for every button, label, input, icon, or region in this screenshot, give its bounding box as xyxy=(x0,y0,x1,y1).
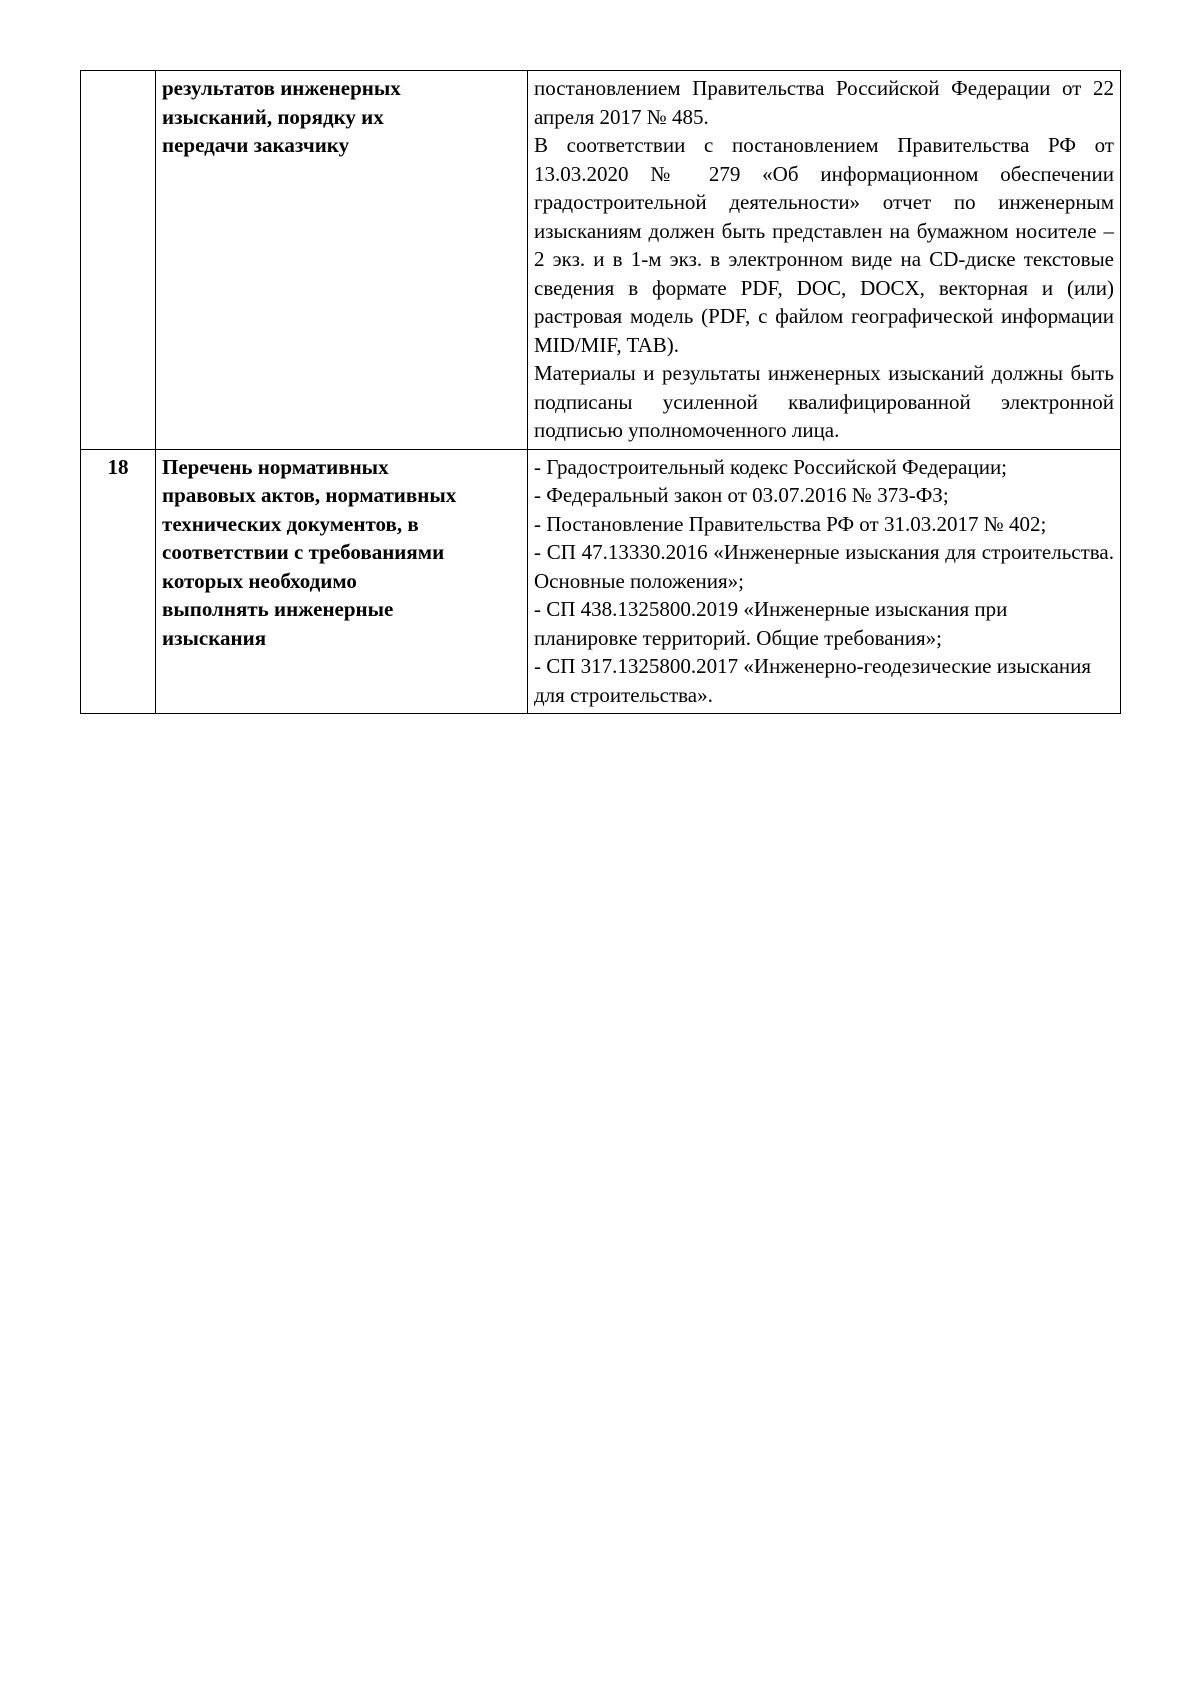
regulation-item: - СП 438.1325800.2019 «Инженерные изыскания при планировке территорий. Общие требования»; xyxy=(534,597,1008,650)
description-paragraph: постановлением Правительства Российской Федерации от 22 апреля 2017 № 485. xyxy=(534,76,1114,129)
row-title-line: Перечень нормативных xyxy=(162,454,389,479)
regulation-item: - СП 47.13330.2016 «Инженерные изыскания для строительства. Основные положения»; xyxy=(534,540,1114,593)
table-row xyxy=(81,71,1121,450)
regulation-item: - Градостроительный кодекс Российской Федерации; xyxy=(534,454,1008,479)
row-title xyxy=(156,71,528,450)
row-description xyxy=(528,71,1121,450)
row-description xyxy=(528,449,1121,714)
row-number: 18 xyxy=(81,449,156,714)
description-paragraph: В соответствии с постановлением Правительства РФ от 13.03.2020 № 279 «Об информационном обеспечении градостроительной деятельности» отчет по инженерным изысканиям должен быть представлен на бумажном носителе – 2 экз. и в 1-м экз. в электронном виде на CD-диске текстовые сведения в формате PDF, DOC, DOCX, векторная и (или) растровая модель (PDF, с файлом географической информации MID/MIF, TAB). xyxy=(534,133,1114,357)
row-title-line: результатов инженерных xyxy=(162,76,401,100)
row-title-line: изысканий, порядку их xyxy=(162,104,384,129)
row-title-line: технических документов, в xyxy=(162,511,419,536)
row-number xyxy=(81,71,156,450)
row-title-line: которых необходимо xyxy=(162,568,357,593)
regulation-item: - Постановление Правительства РФ от 31.03.2017 № 402; xyxy=(534,511,1047,536)
row-title-line: правовых актов, нормативных xyxy=(162,483,457,507)
row-title xyxy=(156,449,528,714)
requirements-table xyxy=(80,70,1121,714)
row-title-line: соответствии с требованиями xyxy=(162,540,445,564)
regulation-item: - Федеральный закон от 03.07.2016 № 373-ФЗ; xyxy=(534,483,949,507)
row-title-line: изыскания xyxy=(162,625,267,650)
table-row xyxy=(81,449,1121,714)
regulation-item: - СП 317.1325800.2017 «Инженерно-геодезические изыскания для строительства». xyxy=(534,654,1092,707)
row-title-line: передачи заказчику xyxy=(162,133,350,157)
row-title-line: выполнять инженерные xyxy=(162,597,394,621)
description-paragraph: Материалы и результаты инженерных изысканий должны быть подписаны усиленной квалифицированной электронной подписью уполномоченного лица. xyxy=(534,361,1114,442)
